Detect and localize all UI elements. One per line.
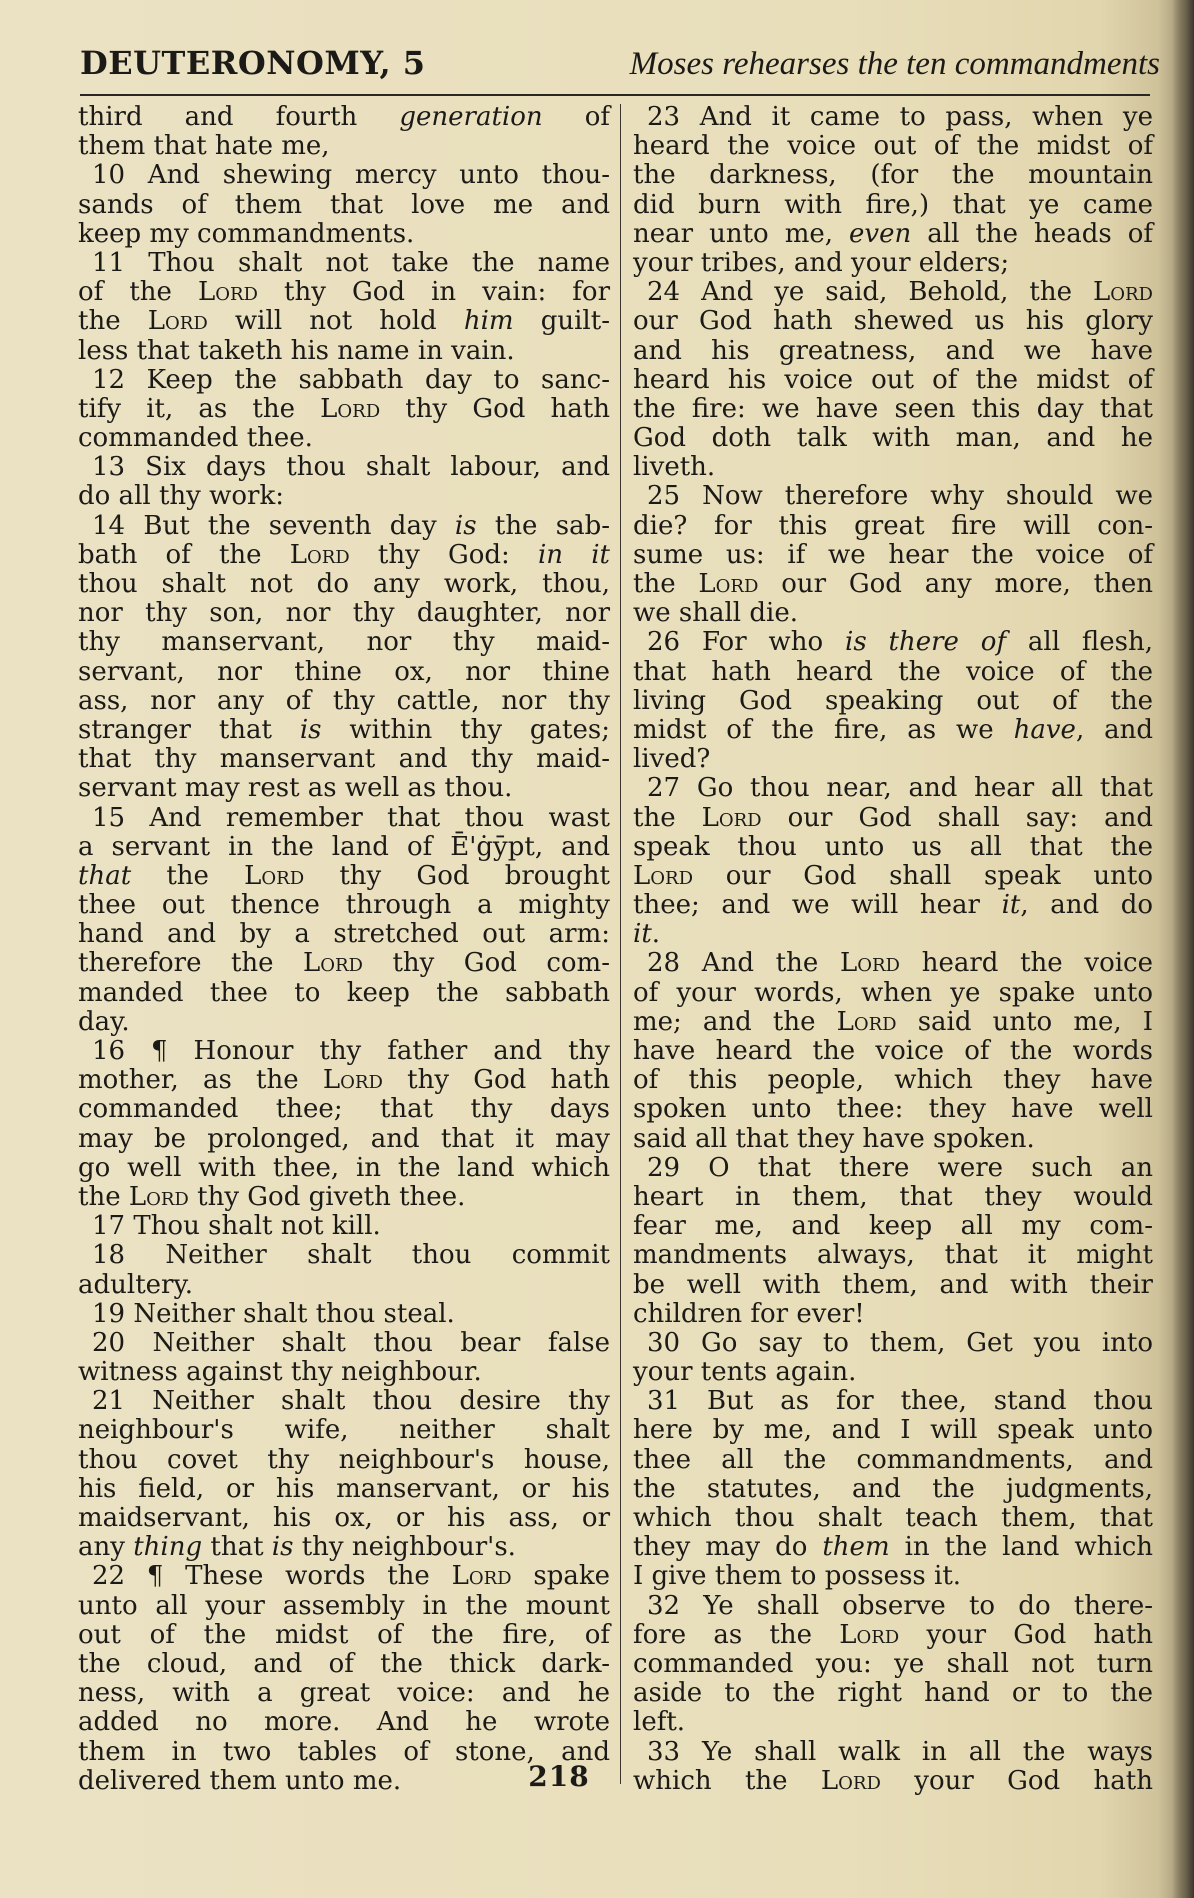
text-line: the statutes, and the judgments, <box>633 1473 1153 1504</box>
italic-word: him <box>463 306 514 337</box>
text-line: keep my commandments. <box>78 218 415 249</box>
page-number <box>0 1760 1194 1793</box>
text-line: 24 And ye said, Behold, the Lord <box>647 277 1153 308</box>
italic-word: that <box>78 860 132 891</box>
text-line: speak thou unto us all that the <box>633 831 1153 862</box>
small-caps-word: Lord <box>701 802 762 833</box>
text-line: commanded thee; that thy days <box>78 1094 610 1125</box>
text-line: children for ever! <box>633 1298 865 1329</box>
text-line: heard the voice out of the midst of <box>633 131 1153 162</box>
text-line: fore as the Lord your God hath <box>633 1619 1153 1650</box>
text-line: of your words, when ye spake unto <box>633 977 1153 1008</box>
text-line: them in two tables of stone, and <box>78 1736 610 1767</box>
text-line: maidservant, his ox, or his ass, or <box>78 1503 610 1533</box>
text-line: 15 And remember that thou wast <box>92 802 610 833</box>
text-line: have heard the voice of the words <box>633 1036 1153 1066</box>
text-line: 22 ¶ These words the Lord spake <box>92 1561 610 1592</box>
text-line: added no more. And he wrote <box>78 1707 610 1738</box>
text-line: the Lord our God any more, then <box>633 569 1153 599</box>
italic-word: have <box>1013 714 1076 745</box>
text-line: die? for this great fire will con- <box>633 510 1153 541</box>
text-line: 13 Six days thou shalt labour, and <box>92 452 610 483</box>
text-line: thou covet thy neighbour's house, <box>78 1444 610 1475</box>
text-line: thee out thence through a mighty <box>78 890 610 921</box>
italic-word: generation <box>399 102 543 132</box>
text-line: 16 ¶ Honour thy father and thy <box>92 1036 610 1066</box>
text-line: your tribes, and your elders; <box>633 247 1010 278</box>
text-line: any thing that is thy neighbour's. <box>78 1532 516 1563</box>
text-line: living God speaking out of the <box>633 685 1153 716</box>
text-line: less that taketh his name in vain. <box>78 335 515 366</box>
italic-word: them <box>822 1532 890 1563</box>
text-line: tify it, as the Lord thy God hath <box>78 393 610 424</box>
italic-word: even <box>849 218 912 249</box>
text-line: 27 Go thou near, and hear all that <box>647 773 1153 804</box>
text-line: did burn with fire,) that ye came <box>633 189 1153 220</box>
text-line: the Lord will not hold him guilt- <box>78 306 610 337</box>
text-line: lived? <box>633 744 711 775</box>
text-line: a servant in the land of Ē'ġȳpt, and <box>78 831 610 862</box>
text-line: stranger that is within thy gates; <box>78 714 610 745</box>
text-line: the darkness, (for the mountain <box>633 160 1153 191</box>
small-caps-word: Lord <box>147 306 208 337</box>
text-line: Lord our God shall speak unto <box>633 860 1153 891</box>
text-line: mother, as the Lord thy God hath <box>78 1065 610 1096</box>
text-column-left <box>78 103 610 1796</box>
text-line: commanded you: ye shall not turn <box>633 1648 1153 1679</box>
text-line: 32 Ye shall observe to do there- <box>647 1590 1153 1621</box>
italic-word: in it <box>537 539 610 570</box>
text-line: ass, nor any of thy cattle, nor thy <box>78 685 610 716</box>
small-caps-word: Lord <box>322 1065 383 1096</box>
page-header <box>80 44 1160 92</box>
text-line: we shall die. <box>633 598 799 629</box>
text-line: left. <box>633 1707 686 1738</box>
small-caps-word: Lord <box>839 948 900 979</box>
text-line: 19 Neither shalt thou steal. <box>92 1298 455 1329</box>
text-line: thee all the commandments, and <box>633 1444 1153 1475</box>
text-line: day. <box>78 1006 130 1037</box>
text-line: therefore the Lord thy God com- <box>78 948 610 979</box>
italic-word: it <box>633 919 652 950</box>
text-line: they may do them in the land which <box>633 1532 1153 1563</box>
page-gutter-shadow <box>1172 0 1194 1898</box>
text-column-right <box>633 103 1153 1796</box>
text-line: out of the midst of the fire, of <box>78 1619 610 1650</box>
text-line: bath of the Lord thy God: in it <box>78 539 610 570</box>
text-line: heard his voice out of the midst of <box>633 364 1153 395</box>
text-line: may be prolonged, and that it may <box>78 1123 610 1154</box>
text-line: 17 Thou shalt not kill. <box>92 1211 381 1242</box>
text-line: 23 And it came to pass, when ye <box>647 102 1153 132</box>
italic-word: is <box>299 714 322 745</box>
small-caps-word: Lord <box>302 948 363 979</box>
text-line: of this people, which they have <box>633 1065 1153 1096</box>
text-line: here by me, and I will speak unto <box>633 1415 1153 1446</box>
text-line: the Lord our God shall say: and <box>633 802 1153 833</box>
text-line: delivered them unto me. <box>78 1765 402 1796</box>
header-rule <box>80 94 1150 96</box>
text-line: 29 O that there were such an <box>647 1152 1153 1183</box>
text-line: your tents again. <box>633 1357 857 1388</box>
text-line: me; and the Lord said unto me, I <box>633 1006 1153 1037</box>
small-caps-word: Lord <box>633 860 694 891</box>
italic-word: is <box>271 1532 294 1563</box>
text-line: I give them to possess it. <box>633 1561 962 1592</box>
text-line: 33 Ye shall walk in all the ways <box>647 1736 1153 1767</box>
text-line: manded thee to keep the sabbath <box>78 977 610 1008</box>
small-caps-word: Lord <box>244 860 305 891</box>
text-line: our God hath shewed us his glory <box>633 306 1153 337</box>
text-line: mandments always, that it might <box>633 1240 1153 1271</box>
text-line: do all thy work: <box>78 481 284 512</box>
text-line: servant, nor thine ox, nor thine <box>78 656 610 687</box>
text-line: 26 For who is there of all flesh, <box>647 627 1153 658</box>
text-line: thee; and we will hear it, and do <box>633 890 1153 921</box>
text-line: thy manservant, nor thy maid- <box>78 627 610 658</box>
small-caps-word: Lord <box>197 277 258 308</box>
text-line: 25 Now therefore why should we <box>647 481 1153 512</box>
text-line: 31 But as for thee, stand thou <box>647 1386 1153 1417</box>
text-line: them that hate me, <box>78 131 330 162</box>
small-caps-word: Lord <box>320 393 381 424</box>
text-line: that hath heard the voice of the <box>633 656 1153 687</box>
text-line: 11 Thou shalt not take the name <box>92 247 610 278</box>
text-line: his field, or his manservant, or his <box>78 1473 610 1504</box>
text-line: fear me, and keep all my com- <box>633 1211 1153 1242</box>
text-line: midst of the fire, as we have, and <box>633 714 1153 745</box>
text-line: of the Lord thy God in vain: for <box>78 277 611 308</box>
text-line: aside to the right hand or to the <box>633 1678 1153 1709</box>
small-caps-word: Lord <box>839 1619 900 1650</box>
text-line: 28 And the Lord heard the voice <box>647 948 1154 979</box>
text-line: spoken unto thee: they have well <box>633 1094 1153 1125</box>
text-line: adultery. <box>78 1269 193 1300</box>
small-caps-word: Lord <box>836 1006 897 1037</box>
text-line: go well with thee, in the land which <box>78 1152 610 1183</box>
text-line: nor thy son, nor thy daughter, nor <box>78 598 610 629</box>
text-line: witness against thy neighbour. <box>78 1357 482 1388</box>
text-line: sands of them that love me and <box>78 189 610 220</box>
italic-word: is there of <box>845 627 1007 658</box>
text-line: which the Lord your God hath <box>633 1765 1153 1796</box>
text-line: servant may rest as well as thou. <box>78 773 513 804</box>
small-caps-word: Lord <box>289 539 350 570</box>
text-line: God doth talk with man, and he <box>633 423 1153 454</box>
text-line: liveth. <box>633 452 716 483</box>
italic-word: thing <box>133 1532 203 1563</box>
text-line: that thy manservant and thy maid- <box>78 744 610 775</box>
text-line: it. <box>633 919 661 950</box>
text-line: 10 And shewing mercy unto thou- <box>92 160 610 191</box>
text-line: 21 Neither shalt thou desire thy <box>92 1386 610 1417</box>
text-line: said all that they have spoken. <box>633 1123 1035 1154</box>
text-line: heart in them, that they would <box>633 1181 1153 1212</box>
text-line: 18 Neither shalt thou commit <box>92 1240 610 1271</box>
running-title: Moses rehearses the ten commandments <box>629 46 1160 82</box>
text-line: be well with them, and with their <box>633 1269 1153 1300</box>
text-line: neighbour's wife, neither shalt <box>78 1415 610 1446</box>
italic-word: it <box>1001 890 1021 921</box>
text-line: which thou shalt teach them, that <box>633 1503 1153 1533</box>
small-caps-word: Lord <box>1092 277 1153 308</box>
text-line: third and fourth generation of <box>78 102 610 132</box>
text-line: hand and by a stretched out arm: <box>78 919 610 950</box>
text-line: sume us: if we hear the voice of <box>633 539 1153 570</box>
text-line: that the Lord thy God brought <box>78 860 610 891</box>
text-line: unto all your assembly in the mount <box>78 1590 610 1621</box>
small-caps-word: Lord <box>451 1561 512 1592</box>
text-line: near unto me, even all the heads of <box>633 218 1153 249</box>
text-line: the cloud, and of the thick dark- <box>78 1648 610 1679</box>
text-line: 20 Neither shalt thou bear false <box>92 1327 610 1358</box>
text-line: ness, with a great voice: and he <box>78 1678 610 1709</box>
italic-word: is <box>454 510 477 541</box>
text-line: the Lord thy God giveth thee. <box>78 1181 466 1212</box>
text-line: thou shalt not do any work, thou, <box>78 569 610 599</box>
page-number-text: 218 <box>528 1760 590 1793</box>
book-chapter-heading: DEUTERONOMY, 5 <box>80 44 426 82</box>
small-caps-word: Lord <box>698 569 759 599</box>
small-caps-word: Lord <box>820 1765 881 1796</box>
small-caps-word: Lord <box>128 1181 189 1212</box>
text-line: 14 But the seventh day is the sab- <box>92 510 610 541</box>
text-line: and his greatness, and we have <box>633 335 1153 366</box>
text-line: 30 Go say to them, Get you into <box>647 1327 1153 1358</box>
text-line: commanded thee. <box>78 423 313 454</box>
text-line: the fire: we have seen this day that <box>633 393 1153 424</box>
text-line: 12 Keep the sabbath day to sanc- <box>92 364 610 395</box>
column-divider <box>620 104 621 1784</box>
